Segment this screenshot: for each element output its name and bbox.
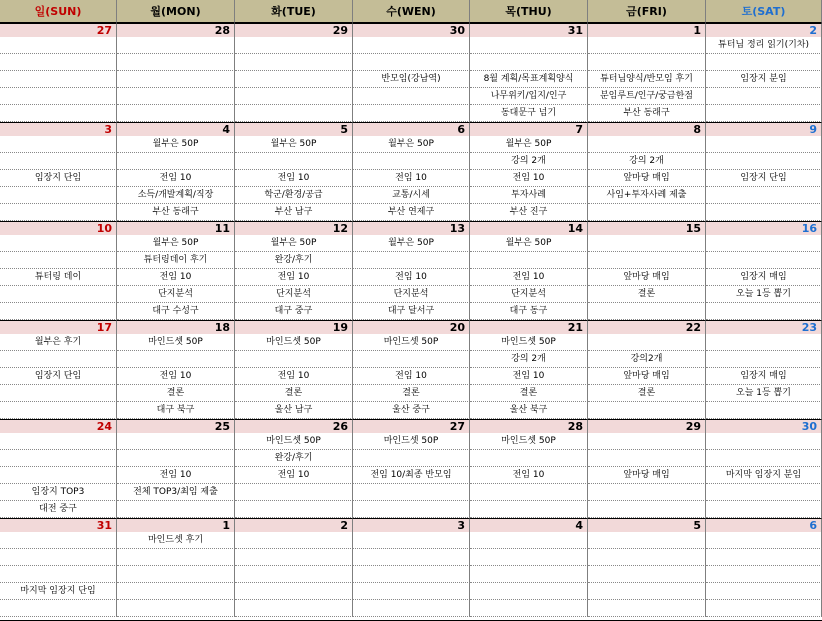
schedule-cell xyxy=(353,532,470,549)
schedule-cell: 오늘 1등 뽑기 xyxy=(706,286,822,303)
schedule-cell xyxy=(117,105,235,122)
schedule-cell: 학군/환경/공급 xyxy=(235,187,353,204)
date-number: 31 xyxy=(0,518,117,532)
schedule-cell: 마인드셋 후기 xyxy=(117,532,235,549)
schedule-cell xyxy=(353,88,470,105)
schedule-cell xyxy=(0,252,117,269)
schedule-cell: 대구 수성구 xyxy=(117,303,235,320)
schedule-cell xyxy=(117,71,235,88)
weekday-header: 목(THU) xyxy=(470,0,588,23)
schedule-cell xyxy=(117,153,235,170)
date-number: 18 xyxy=(117,320,235,334)
schedule-cell: 튜터님 정리 읽기(기차) xyxy=(706,37,822,54)
schedule-cell xyxy=(706,303,822,320)
schedule-cell: 완강/후기 xyxy=(235,450,353,467)
schedule-cell xyxy=(588,54,706,71)
schedule-cell xyxy=(706,600,822,617)
schedule-cell xyxy=(0,204,117,221)
schedule-cell: 임장지 TOP3 xyxy=(0,484,117,501)
schedule-cell: 대구 달서구 xyxy=(353,303,470,320)
schedule-cell xyxy=(706,402,822,419)
schedule-cell: 울산 중구 xyxy=(353,402,470,419)
schedule-cell xyxy=(235,566,353,583)
schedule-cell: 소득/개발계획/직장 xyxy=(117,187,235,204)
schedule-cell xyxy=(353,549,470,566)
schedule-cell: 전임 10 xyxy=(470,368,588,385)
schedule-cell xyxy=(235,54,353,71)
schedule-cell: 앞마당 매임 xyxy=(588,368,706,385)
schedule-cell: 앞마당 매임 xyxy=(588,467,706,484)
schedule-cell: 전임 10/최종 반모임 xyxy=(353,467,470,484)
schedule-cell xyxy=(706,204,822,221)
schedule-cell xyxy=(706,566,822,583)
schedule-cell: 마지막 임장지 단임 xyxy=(0,583,117,600)
date-number: 15 xyxy=(588,221,706,235)
schedule-cell xyxy=(706,88,822,105)
date-number: 17 xyxy=(0,320,117,334)
schedule-cell xyxy=(0,549,117,566)
schedule-cell xyxy=(0,136,117,153)
date-number: 6 xyxy=(706,518,822,532)
schedule-cell: 전임 10 xyxy=(235,467,353,484)
schedule-cell xyxy=(235,600,353,617)
date-number: 20 xyxy=(353,320,470,334)
schedule-cell xyxy=(353,600,470,617)
schedule-cell xyxy=(706,501,822,518)
schedule-cell: 전임 10 xyxy=(117,269,235,286)
schedule-cell: 전임 10 xyxy=(117,368,235,385)
schedule-cell: 단지분석 xyxy=(117,286,235,303)
schedule-cell xyxy=(117,351,235,368)
schedule-cell: 마인드셋 50P xyxy=(353,334,470,351)
schedule-cell xyxy=(0,467,117,484)
date-number: 27 xyxy=(353,419,470,433)
schedule-cell xyxy=(0,566,117,583)
date-number: 16 xyxy=(706,221,822,235)
schedule-cell xyxy=(706,351,822,368)
schedule-cell: 월부은 후기 xyxy=(0,334,117,351)
schedule-cell xyxy=(588,252,706,269)
schedule-cell xyxy=(117,450,235,467)
weekday-header: 화(TUE) xyxy=(235,0,353,23)
date-number: 12 xyxy=(235,221,353,235)
schedule-cell xyxy=(470,549,588,566)
schedule-cell: 전임 10 xyxy=(470,467,588,484)
schedule-cell xyxy=(353,252,470,269)
schedule-cell: 임장지 매임 xyxy=(706,368,822,385)
schedule-cell: 완강/후기 xyxy=(235,252,353,269)
date-number: 7 xyxy=(470,122,588,136)
schedule-cell xyxy=(353,54,470,71)
date-number: 10 xyxy=(0,221,117,235)
schedule-cell xyxy=(588,334,706,351)
date-number: 29 xyxy=(235,23,353,37)
schedule-cell xyxy=(588,450,706,467)
schedule-cell: 투자사례 xyxy=(470,187,588,204)
schedule-cell xyxy=(706,153,822,170)
schedule-cell: 임장지 단임 xyxy=(706,170,822,187)
schedule-cell xyxy=(470,583,588,600)
schedule-cell xyxy=(235,484,353,501)
date-number: 5 xyxy=(235,122,353,136)
schedule-cell: 강의 2개 xyxy=(588,153,706,170)
schedule-cell: 결론 xyxy=(235,385,353,402)
schedule-cell: 앞마당 매임 xyxy=(588,170,706,187)
schedule-cell xyxy=(235,583,353,600)
schedule-cell: 부산 남구 xyxy=(235,204,353,221)
schedule-cell: 마인드셋 50P xyxy=(470,334,588,351)
schedule-cell: 월부은 50P xyxy=(470,136,588,153)
schedule-cell xyxy=(588,235,706,252)
date-number: 4 xyxy=(117,122,235,136)
schedule-cell xyxy=(470,37,588,54)
schedule-cell xyxy=(235,71,353,88)
schedule-cell: 부산 동래구 xyxy=(588,105,706,122)
schedule-cell xyxy=(0,402,117,419)
schedule-cell: 대구 북구 xyxy=(117,402,235,419)
schedule-cell xyxy=(353,153,470,170)
schedule-cell: 임장지 매임 xyxy=(706,269,822,286)
date-number: 28 xyxy=(470,419,588,433)
schedule-cell xyxy=(706,583,822,600)
schedule-cell xyxy=(588,566,706,583)
date-number: 27 xyxy=(0,23,117,37)
schedule-cell xyxy=(117,583,235,600)
schedule-cell xyxy=(117,37,235,54)
schedule-cell xyxy=(706,532,822,549)
schedule-cell: 강의 2개 xyxy=(470,153,588,170)
schedule-cell xyxy=(470,532,588,549)
date-number: 23 xyxy=(706,320,822,334)
schedule-cell: 오늘 1등 뽑기 xyxy=(706,385,822,402)
schedule-cell: 교통/시세 xyxy=(353,187,470,204)
schedule-cell: 울산 남구 xyxy=(235,402,353,419)
date-number: 21 xyxy=(470,320,588,334)
schedule-cell: 튜터링데이 후기 xyxy=(117,252,235,269)
schedule-cell: 결론 xyxy=(588,286,706,303)
weekday-header: 월(MON) xyxy=(117,0,235,23)
schedule-cell: 마인드셋 50P xyxy=(235,334,353,351)
schedule-cell: 마지막 임장지 분임 xyxy=(706,467,822,484)
schedule-cell xyxy=(0,433,117,450)
schedule-cell xyxy=(470,450,588,467)
schedule-cell: 월부은 50P xyxy=(353,235,470,252)
schedule-cell: 결론 xyxy=(117,385,235,402)
schedule-cell xyxy=(117,549,235,566)
schedule-cell xyxy=(0,600,117,617)
schedule-cell: 단지분석 xyxy=(353,286,470,303)
schedule-cell: 마인드셋 50P xyxy=(117,334,235,351)
weekday-header: 토(SAT) xyxy=(706,0,822,23)
schedule-cell xyxy=(706,484,822,501)
schedule-cell xyxy=(235,351,353,368)
date-number: 28 xyxy=(117,23,235,37)
schedule-cell xyxy=(706,187,822,204)
schedule-cell xyxy=(0,235,117,252)
date-number: 2 xyxy=(706,23,822,37)
date-number: 13 xyxy=(353,221,470,235)
schedule-cell xyxy=(0,37,117,54)
weekday-header: 일(SUN) xyxy=(0,0,117,23)
schedule-cell xyxy=(0,286,117,303)
schedule-cell: 반모임(강남역) xyxy=(353,71,470,88)
schedule-cell: 전임 10 xyxy=(235,368,353,385)
schedule-cell: 대구 중구 xyxy=(235,303,353,320)
date-number: 19 xyxy=(235,320,353,334)
schedule-cell xyxy=(117,433,235,450)
schedule-cell: 부산 동래구 xyxy=(117,204,235,221)
schedule-cell: 월부은 50P xyxy=(117,136,235,153)
schedule-cell xyxy=(353,583,470,600)
schedule-cell: 단지분석 xyxy=(235,286,353,303)
schedule-cell xyxy=(706,549,822,566)
date-number: 14 xyxy=(470,221,588,235)
schedule-cell: 결론 xyxy=(470,385,588,402)
schedule-cell xyxy=(235,532,353,549)
schedule-cell xyxy=(353,450,470,467)
schedule-cell: 전임 10 xyxy=(235,269,353,286)
schedule-cell xyxy=(470,54,588,71)
schedule-cell xyxy=(470,566,588,583)
schedule-cell: 결론 xyxy=(353,385,470,402)
date-number: 24 xyxy=(0,419,117,433)
schedule-cell xyxy=(706,105,822,122)
schedule-cell: 전임 10 xyxy=(353,170,470,187)
date-number: 9 xyxy=(706,122,822,136)
date-number: 3 xyxy=(0,122,117,136)
schedule-cell: 사임+투자사례 제출 xyxy=(588,187,706,204)
date-number: 2 xyxy=(235,518,353,532)
schedule-cell: 강의2개 xyxy=(588,351,706,368)
schedule-cell: 전임 10 xyxy=(353,368,470,385)
schedule-cell xyxy=(706,136,822,153)
schedule-cell xyxy=(588,303,706,320)
schedule-cell: 월부은 50P xyxy=(235,136,353,153)
schedule-cell xyxy=(117,566,235,583)
schedule-cell xyxy=(235,153,353,170)
schedule-cell xyxy=(117,88,235,105)
schedule-cell: 부산 진구 xyxy=(470,204,588,221)
schedule-cell xyxy=(0,71,117,88)
schedule-cell xyxy=(0,532,117,549)
schedule-cell xyxy=(470,501,588,518)
weekday-header: 금(FRI) xyxy=(588,0,706,23)
schedule-cell: 전체 TOP3/최임 제출 xyxy=(117,484,235,501)
schedule-cell xyxy=(117,54,235,71)
schedule-cell: 임장지 단임 xyxy=(0,368,117,385)
schedule-cell xyxy=(117,501,235,518)
schedule-cell xyxy=(353,566,470,583)
schedule-cell xyxy=(588,402,706,419)
date-number: 29 xyxy=(588,419,706,433)
schedule-cell: 전임 10 xyxy=(235,170,353,187)
schedule-cell xyxy=(0,153,117,170)
schedule-cell: 마인드셋 50P xyxy=(470,433,588,450)
schedule-cell: 월부은 50P xyxy=(235,235,353,252)
schedule-cell: 부산 연제구 xyxy=(353,204,470,221)
schedule-cell: 나무위키/입지/인구 xyxy=(470,88,588,105)
date-number: 11 xyxy=(117,221,235,235)
schedule-cell: 결론 xyxy=(588,385,706,402)
schedule-cell: 단지분석 xyxy=(470,286,588,303)
schedule-cell: 마인드셋 50P xyxy=(235,433,353,450)
schedule-cell: 월부은 50P xyxy=(117,235,235,252)
schedule-cell xyxy=(353,105,470,122)
schedule-cell: 분임루트/인구/궁금한점 xyxy=(588,88,706,105)
schedule-cell xyxy=(588,532,706,549)
schedule-cell xyxy=(588,600,706,617)
schedule-cell xyxy=(706,54,822,71)
schedule-cell xyxy=(588,549,706,566)
schedule-cell: 튜터님양식/반모임 후기 xyxy=(588,71,706,88)
date-number: 4 xyxy=(470,518,588,532)
schedule-cell xyxy=(470,484,588,501)
schedule-cell: 8월 계획/목표계획양식 xyxy=(470,71,588,88)
date-number: 26 xyxy=(235,419,353,433)
schedule-cell xyxy=(588,37,706,54)
schedule-cell xyxy=(706,235,822,252)
schedule-cell xyxy=(0,88,117,105)
schedule-cell xyxy=(0,351,117,368)
schedule-cell xyxy=(706,334,822,351)
schedule-cell xyxy=(706,433,822,450)
schedule-cell xyxy=(588,136,706,153)
schedule-cell xyxy=(588,501,706,518)
schedule-cell: 대구 동구 xyxy=(470,303,588,320)
schedule-cell xyxy=(588,433,706,450)
date-number: 6 xyxy=(353,122,470,136)
schedule-cell: 전임 10 xyxy=(117,467,235,484)
schedule-cell xyxy=(0,187,117,204)
date-number: 31 xyxy=(470,23,588,37)
schedule-cell xyxy=(706,252,822,269)
schedule-cell: 월부은 50P xyxy=(470,235,588,252)
date-number: 1 xyxy=(117,518,235,532)
date-number: 22 xyxy=(588,320,706,334)
date-number: 30 xyxy=(706,419,822,433)
schedule-cell xyxy=(353,484,470,501)
schedule-cell: 월부은 50P xyxy=(353,136,470,153)
schedule-cell: 전임 10 xyxy=(470,170,588,187)
schedule-cell xyxy=(588,583,706,600)
schedule-cell xyxy=(235,549,353,566)
schedule-cell xyxy=(353,501,470,518)
schedule-cell: 대전 중구 xyxy=(0,501,117,518)
schedule-cell: 마인드셋 50P xyxy=(353,433,470,450)
schedule-cell: 임장지 단임 xyxy=(0,170,117,187)
schedule-cell xyxy=(0,303,117,320)
schedule-cell xyxy=(470,252,588,269)
schedule-cell: 튜터링 데이 xyxy=(0,269,117,286)
date-number: 25 xyxy=(117,419,235,433)
schedule-cell: 임장지 분임 xyxy=(706,71,822,88)
date-number: 1 xyxy=(588,23,706,37)
schedule-cell: 앞마당 매임 xyxy=(588,269,706,286)
schedule-cell xyxy=(0,54,117,71)
schedule-cell xyxy=(235,37,353,54)
schedule-cell xyxy=(588,484,706,501)
schedule-cell: 동대문구 넘기 xyxy=(470,105,588,122)
date-number: 5 xyxy=(588,518,706,532)
schedule-cell: 전임 10 xyxy=(470,269,588,286)
weekday-header: 수(WEN) xyxy=(353,0,470,23)
schedule-cell xyxy=(235,88,353,105)
schedule-cell xyxy=(117,600,235,617)
date-number: 30 xyxy=(353,23,470,37)
schedule-cell xyxy=(353,351,470,368)
schedule-cell: 강의 2개 xyxy=(470,351,588,368)
schedule-cell xyxy=(588,204,706,221)
schedule-cell: 전임 10 xyxy=(353,269,470,286)
schedule-cell xyxy=(706,450,822,467)
schedule-cell xyxy=(235,105,353,122)
schedule-cell xyxy=(353,37,470,54)
date-number: 3 xyxy=(353,518,470,532)
schedule-cell xyxy=(0,385,117,402)
schedule-cell xyxy=(0,105,117,122)
date-number: 8 xyxy=(588,122,706,136)
schedule-cell xyxy=(0,450,117,467)
schedule-cell: 울산 북구 xyxy=(470,402,588,419)
schedule-cell: 전임 10 xyxy=(117,170,235,187)
schedule-cell xyxy=(235,501,353,518)
schedule-cell xyxy=(470,600,588,617)
